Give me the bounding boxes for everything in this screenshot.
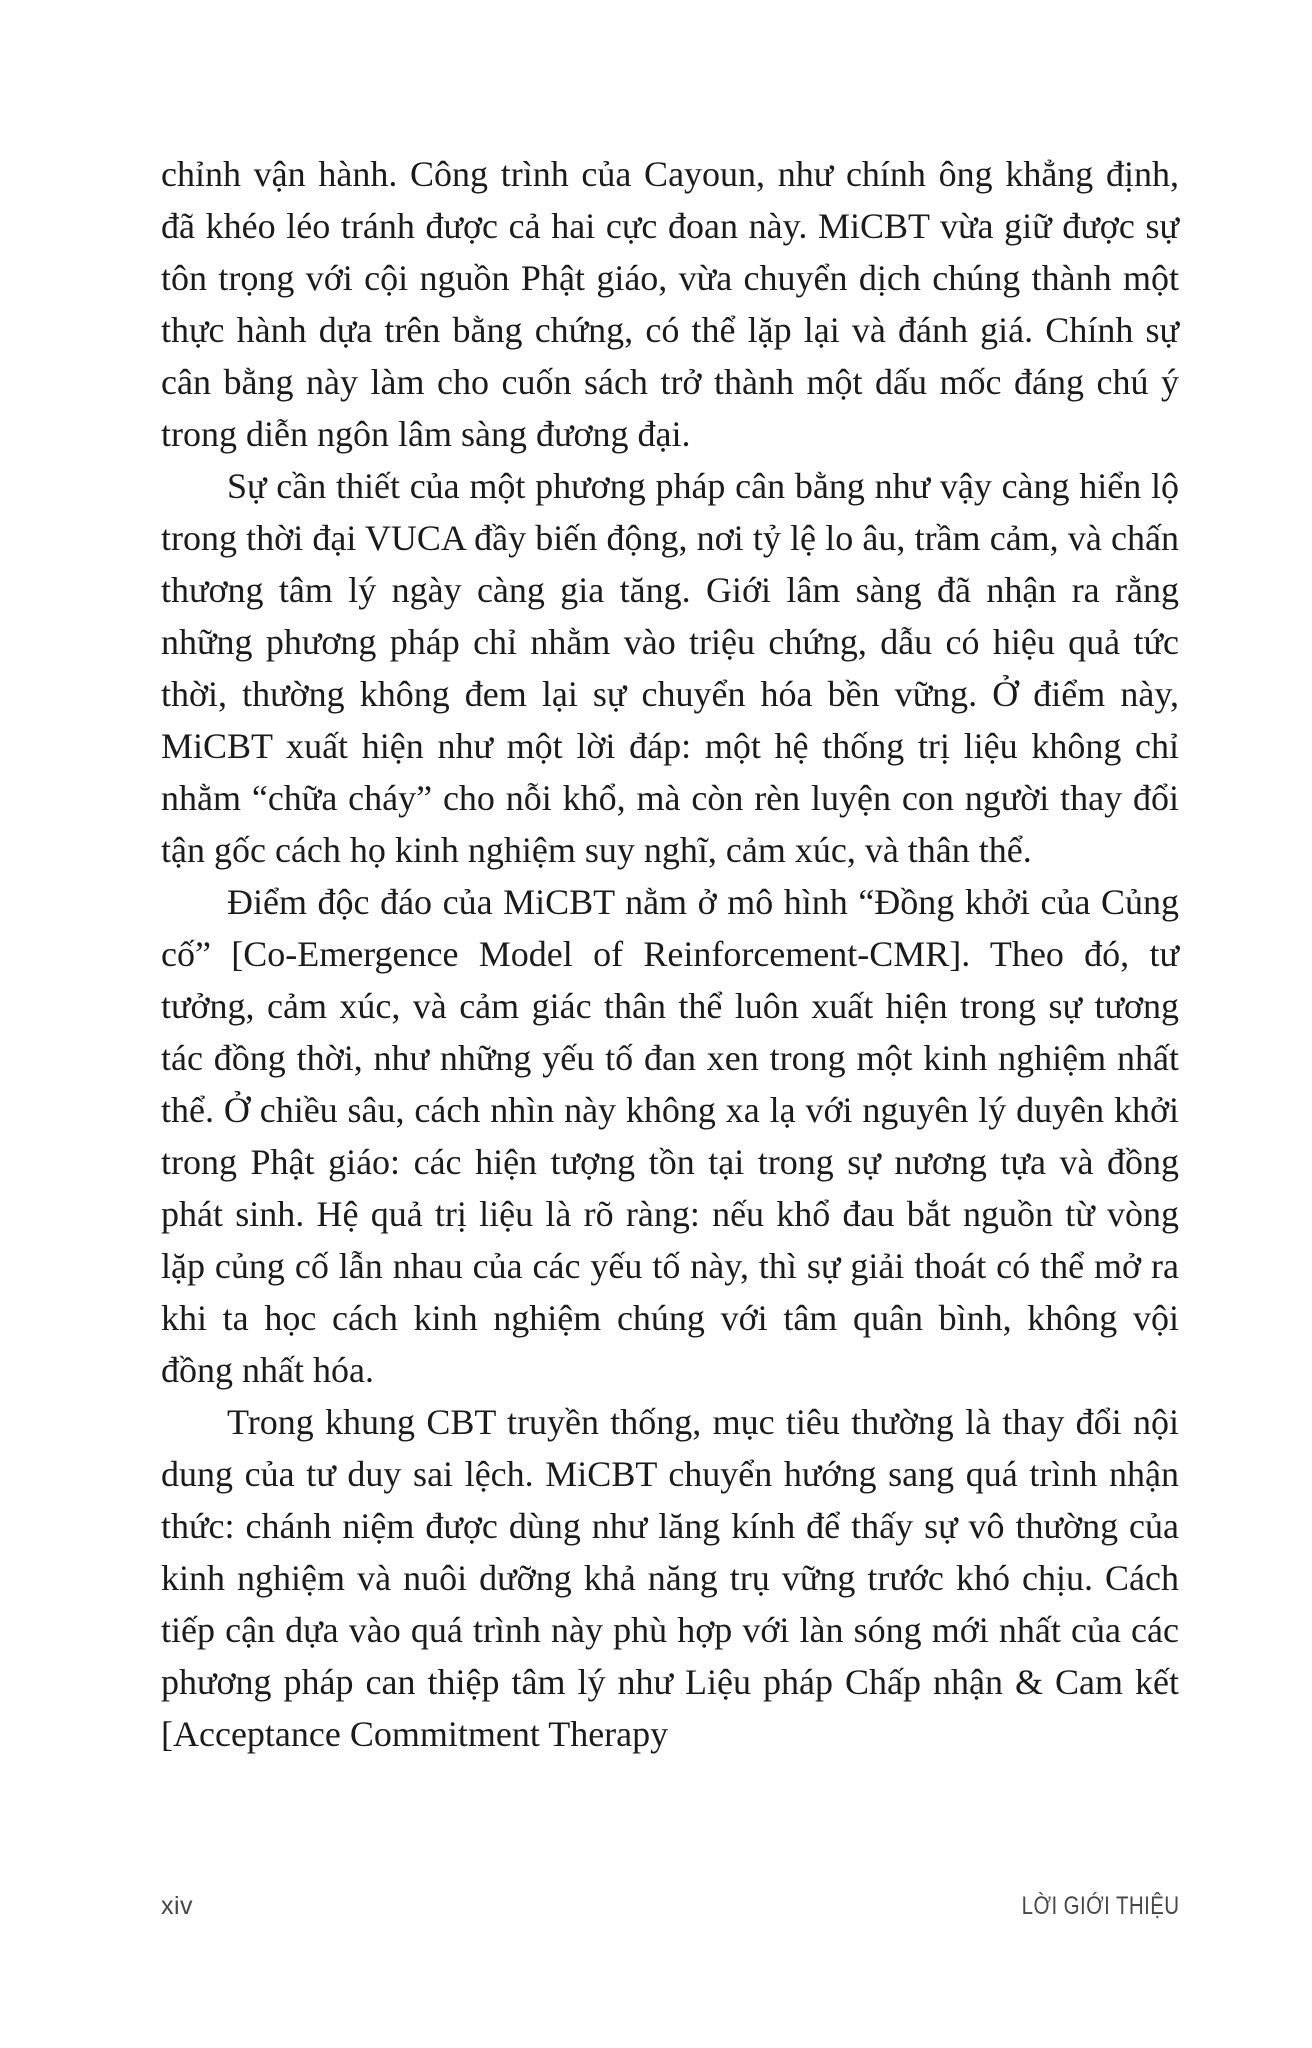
body-paragraph: Điểm độc đáo của MiCBT nằm ở mô hình “Đồng khởi của Củng cố” [Co-Emergence Model of Reinforcement-CMR]. Theo đó, tư tưởng, cảm xúc, và cảm giác thân thể luôn xuất hiện trong sự tương tác đồng thời, như những yếu tố đan xen trong một kinh nghiệm nhất thể. Ở chiều sâu, cách nhìn này không xa lạ với nguyên lý duyên khởi trong Phật giáo: các hiện tượng tồn tại trong sự nương tựa và đồng phát sinh. Hệ quả trị liệu là rõ ràng: nếu khổ đau bắt nguồn từ vòng lặp củng cố lẫn nhau của các yếu tố này, thì sự giải thoát có thể mở ra khi ta học cách kinh nghiệm chúng với tâm quân bình, không vội đồng nhất hóa. — [161, 882, 1179, 1390]
page-footer — [161, 1892, 1179, 1921]
body-paragraph: Sự cần thiết của một phương pháp cân bằng như vậy càng hiển lộ trong thời đại VUCA đầy biến động, nơi tỷ lệ lo âu, trầm cảm, và chấn thương tâm lý ngày càng gia tăng. Giới lâm sàng đã nhận ra rằng những phương pháp chỉ nhằm vào triệu chứng, dẫu có hiệu quả tức thời, thường không đem lại sự chuyển hóa bền vững. Ở điểm này, MiCBT xuất hiện như một lời đáp: một hệ thống trị liệu không chỉ nhằm “chữa cháy” cho nỗi khổ, mà còn rèn luyện con người thay đổi tận gốc cách họ kinh nghiệm suy nghĩ, cảm xúc, và thân thể. — [161, 466, 1179, 870]
page-number: xiv — [161, 1892, 194, 1920]
running-footer-section-title: LỜI GIỚI THIỆU — [1021, 1892, 1179, 1920]
body-paragraph: chỉnh vận hành. Công trình của Cayoun, như chính ông khẳng định, đã khéo léo tránh được cả hai cực đoan này. MiCBT vừa giữ được sự tôn trọng với cội nguồn Phật giáo, vừa chuyển dịch chúng thành một thực hành dựa trên bằng chứng, có thể lặp lại và đánh giá. Chính sự cân bằng này làm cho cuốn sách trở thành một dấu mốc đáng chú ý trong diễn ngôn lâm sàng đương đại. — [161, 154, 1179, 454]
body-paragraph: Trong khung CBT truyền thống, mục tiêu thường là thay đổi nội dung của tư duy sai lệch. MiCBT chuyển hướng sang quá trình nhận thức: chánh niệm được dùng như lăng kính để thấy sự vô thường của kinh nghiệm và nuôi dưỡng khả năng trụ vững trước khó chịu. Cách tiếp cận dựa vào quá trình này phù hợp với làn sóng mới nhất của các phương pháp can thiệp tâm lý như Liệu pháp Chấp nhận & Cam kết [Acceptance Commitment Therapy — [161, 1402, 1179, 1754]
page-body — [161, 148, 1179, 1760]
